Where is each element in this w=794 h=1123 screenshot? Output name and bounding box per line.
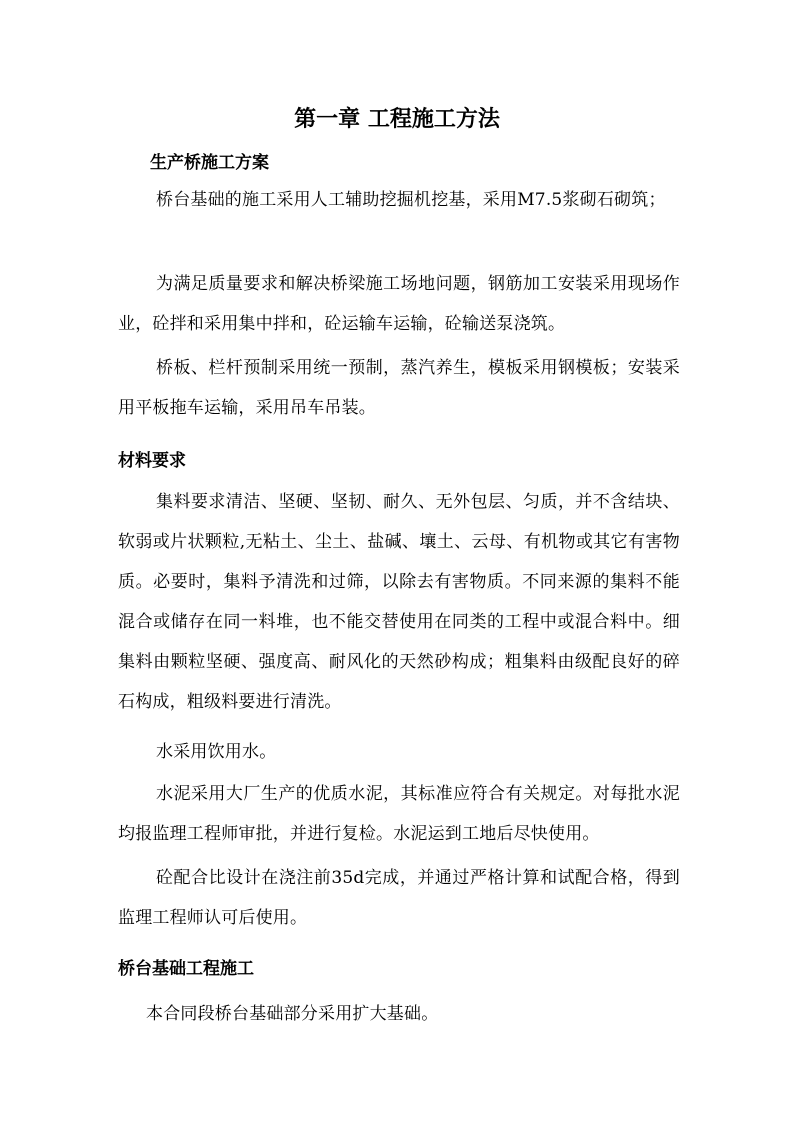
paragraph: 本合同段桥台基础部分采用扩大基础。 [146,1004,439,1024]
paragraph: 水采用饮用水。 [156,742,277,762]
section-heading-bridge-plan: 生产桥施工方案 [150,153,269,173]
section-heading-abutment-foundation: 桥台基础工程施工 [118,959,254,979]
paragraph: 桥台基础的施工采用人工辅助挖掘机挖基，采用M7.5浆砌石砌筑； [156,190,666,210]
paragraph: 集料要求清洁、坚硬、坚韧、耐久、无外包层、匀质，并不含结块、软弱或片状颗粒,无粘土、尘土、盐碱、壤土、云母、有机物或其它有害物质。必要时，集料予清洗和过筛，以除去有害物质。不同来源的集料不能混合或储存在同一料堆，也不能交替使用在同类的工程中或混合料中。细集料由颗粒坚硬、强度高、耐风化的天然砂构成；粗集料由级配良好的碎石构成，粗级料要进行清洗。 [118,492,680,712]
paragraph: 砼配合比设计在浇注前35d完成，并通过严格计算和试配合格，得到监理工程师认可后使用。 [118,868,680,928]
paragraph: 为满足质量要求和解决桥梁施工场地问题，钢筋加工安装采用现场作业，砼拌和采用集中拌和，砼运输车运输，砼输送泵浇筑。 [118,274,680,334]
page-title: 第一章 工程施工方法 [294,107,500,132]
paragraph: 桥板、栏杆预制采用统一预制，蒸汽养生，模板采用钢模板；安装采用平板拖车运输，采用吊车吊装。 [118,358,680,418]
paragraph: 水泥采用大厂生产的优质水泥，其标准应符合有关规定。对每批水泥均报监理工程师审批，并进行复检。水泥运到工地后尽快使用。 [118,784,680,844]
section-heading-material-requirements: 材料要求 [118,451,186,471]
